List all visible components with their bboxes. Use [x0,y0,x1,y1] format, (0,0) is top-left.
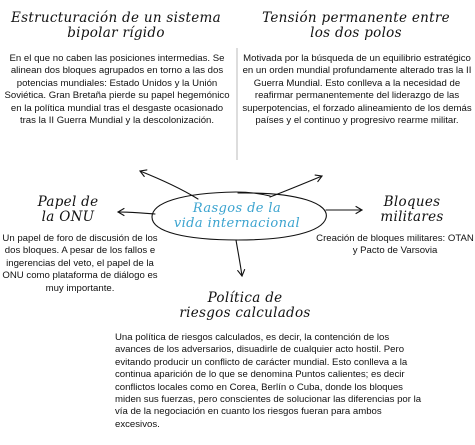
tension-heading [243,11,469,41]
arrow-to-onu [118,212,155,214]
center-title-line1: Rasgos de la [192,201,282,216]
riesgos-heading-line1: Política de [207,290,283,306]
riesgos-body: Una política de riesgos calculados, es decir, la contención de los avances de los adversarios, disuadirle de cualquier acto hostil. Pero evitando producir un conflicto de carácter mundial. Esto conlleva a la continua aparición de lo que se denomina Puntos calientes; es decir conflictos locales como en Corea, Berlín o Cuba, donde los bloques miden sus fuerzas, pero conscientes de solucionar las diferencias por la vía de la negociación en cuanto los riesgos fueran para ambos excesivos. [115,332,422,430]
tension-body: Motivada por la búsqueda de un equilibrio estratégico en un orden mundial profundamente alterado tras la II Guerra Mundial. Esto conlleva a la necesidad de reafirmar permanentemente del liderazgo de las superpotencias, el forzado alineamiento de los demás países y el continuo y progresivo rearme militar. [242,53,472,127]
arrow-to-tension [270,176,322,197]
riesgos-heading [170,291,320,321]
arrow-to-riesgos [236,240,242,276]
bloques-heading [360,195,464,225]
bloques-heading-line1: Bloques [383,194,441,210]
bipolar-heading-line1: Estructuración de un sistema [11,10,221,26]
bipolar-heading-line2: bipolar rígido [67,25,165,41]
center-title-line2: vida internacional [173,216,301,231]
arrow-to-bipolar [140,171,198,199]
tension-heading-line2: los dos polos [310,25,402,41]
bloques-heading-line2: militares [380,209,444,225]
bipolar-heading [2,11,230,41]
onu-body: Un papel de foro de discusión de los dos bloques. A pesar de los fallos e ingerencias del veto, el papel de la ONU como plataforma de diálogo es muy importante. [2,233,158,294]
center-node [155,196,319,236]
bipolar-body: En el que no caben las posiciones intermedias. Se alinean dos bloques agrupados en torno a las dos potencias mundiales: Estado Unidos y la Unión Soviética. Gran Bretaña pierde su papel hegemónico en la política mundial tras el desgaste ocasionado tras la II Guerra Mundial y la descolonización. [4,53,230,127]
onu-heading-line1: Papel de [37,194,99,210]
tension-heading-line1: Tensión permanente entre [262,10,450,26]
riesgos-heading-line2: riesgos calculados [179,305,311,321]
bloques-body: Creación de bloques militares: OTAN y Pacto de Varsovia [316,233,474,257]
onu-heading [18,195,118,225]
onu-heading-line2: la ONU [41,209,95,225]
